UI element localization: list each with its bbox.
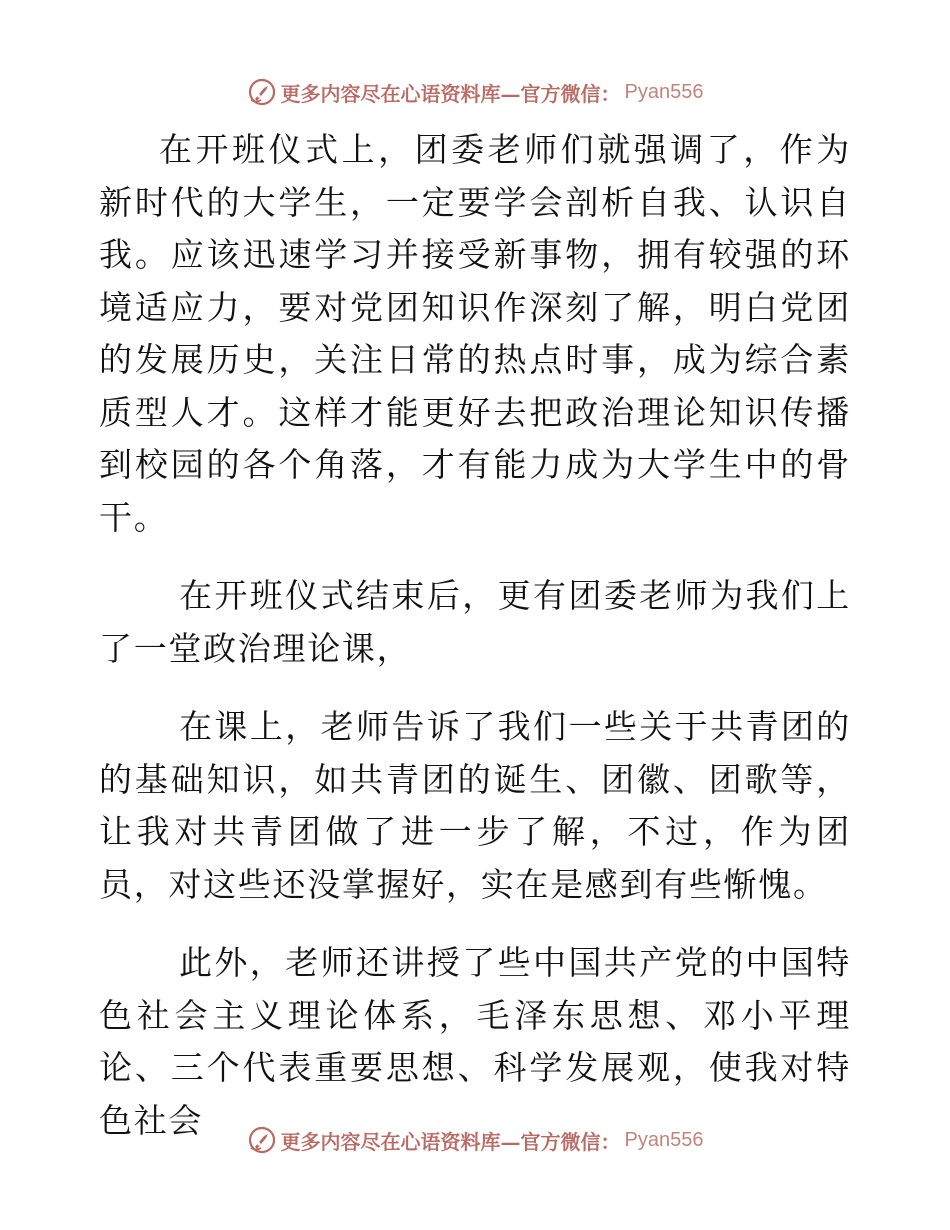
wechat-id: Pyan556 [624,1128,704,1151]
wechat-id: Pyan556 [624,80,704,103]
banner-text: 更多内容尽在心语资料库—官方微信： [280,1129,621,1154]
banner-text: 更多内容尽在心语资料库—官方微信： [280,81,621,106]
paragraph-4: 此外，老师还讲授了些中国共产党的中国特色社会主义理论体系，毛泽东思想、邓小平理论、三个代表重要思想、科学发展观，使我对特色社会 [99,943,851,1140]
paragraph-3: 在课上，老师告诉了我们一些关于共青团的的基础知识，如共青团的诞生、团徽、团歌等，让我对共青团做了进一步了解，不过，作为团员，对这些还没掌握好，实在是感到有些惭愧。 [99,707,851,904]
header-banner [0,72,950,112]
pen-nib-circle-icon [247,77,277,107]
document-body [99,124,851,1147]
paragraph-1: 在开班仪式上，团委老师们就强调了，作为新时代的大学生，一定要学会剖析自我、认识自我。应该迅速学习并接受新事物，拥有较强的环境适应力，要对党团知识作深刻了解，明白党团的发展历史，关注日常的热点时事，成为综合素质型人才。这样才能更好去把政治理论知识传播到校园的各个角落，才有能力成为大学生中的骨干。 [99,130,851,537]
paragraph-2: 在开班仪式结束后，更有团委老师为我们上了一堂政治理论课， [99,576,851,668]
footer-banner [0,1120,950,1160]
pen-nib-circle-icon [247,1125,277,1155]
